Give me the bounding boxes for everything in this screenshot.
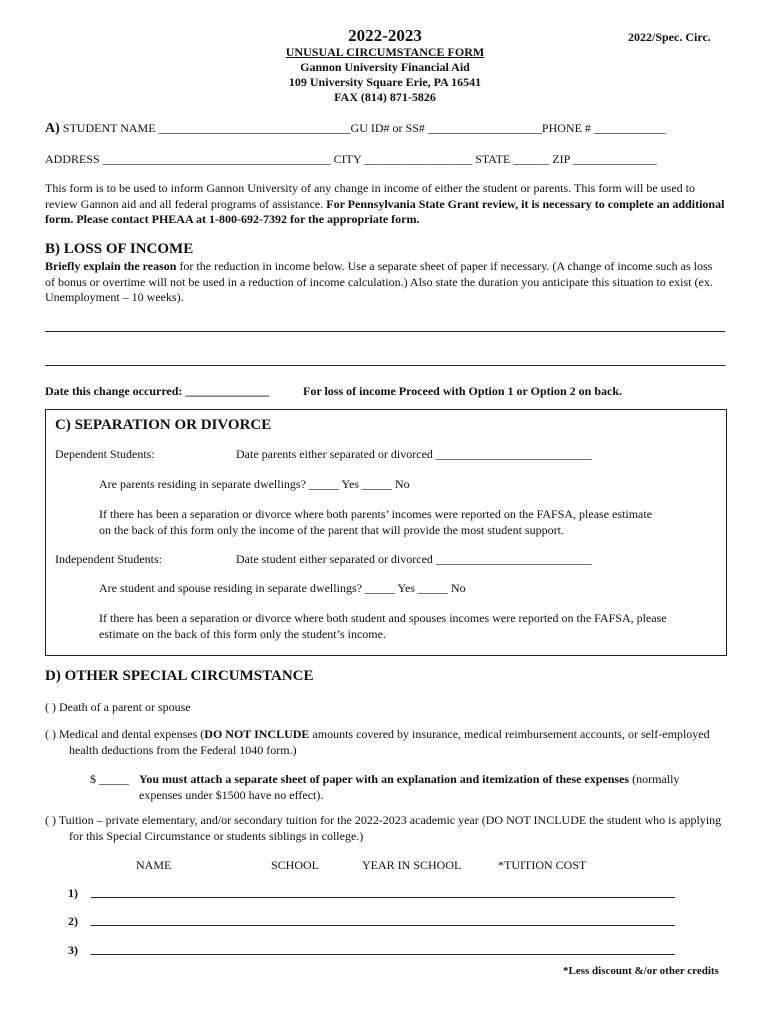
- form-title: UNUSUAL CIRCUMSTANCE FORM: [285, 45, 485, 59]
- form-year: 2022-2023: [348, 26, 422, 45]
- column-name: NAME: [136, 858, 172, 872]
- tuition-row-1[interactable]: [91, 897, 675, 898]
- section-d-title: D) OTHER SPECIAL CIRCUMSTANCE: [45, 668, 314, 684]
- dependent-date-field[interactable]: Date parents either separated or divorced __________________________: [236, 447, 592, 461]
- dependent-dwelling-question[interactable]: Are parents residing in separate dwellings? _____ Yes _____ No: [99, 477, 410, 491]
- independent-label: Independent Students:: [55, 552, 162, 566]
- student-info-fields[interactable]: STUDENT NAME ________________________________GU ID# or SS# ___________________PHONE # ____________: [62, 121, 666, 135]
- independent-note: If there has been a separation or divorce where both student and spouses incomes were reported on the FAFSA, please estimate on the back of this form only the student’s income.: [99, 611, 667, 641]
- tuition-row-2[interactable]: [91, 925, 675, 926]
- dependent-note: If there has been a separation or divorce where both parents’ incomes were reported on the FAFSA, please estimate on the back of this form only the income of the parent that will provide the most student support.: [99, 507, 653, 537]
- independent-dwelling-question[interactable]: Are student and spouse residing in separate dwellings? _____ Yes _____ No: [99, 581, 466, 595]
- medical-amount-field[interactable]: $ _____: [90, 772, 129, 786]
- attach-note: [139, 772, 719, 803]
- intro-pheaa-text: For Pennsylvania State Grant review, it is necessary to complete an additional form. Please contact PHEAA at 1-800-692-7392 for the appropriate form.: [45, 196, 725, 226]
- section-b-text: for the reduction in income below. Use a separate sheet of paper if necessary. (A change of income such as loss of bonus or overtime will not be used in a reduction of income calculation.) Also state the duration you anticipate this situation to exist (ex. Unemployment – 10 weeks).: [45, 259, 713, 304]
- section-a-line1[interactable]: [45, 121, 666, 137]
- proceed-note: For loss of income Proceed with Option 1 or Option 2 on back.: [303, 384, 623, 398]
- death-checkbox[interactable]: ( ) Death of a parent or spouse: [45, 700, 191, 714]
- medical-not-include: DO NOT INCLUDE: [204, 727, 310, 741]
- org-name: Gannon University Financial Aid: [300, 60, 470, 74]
- section-c-title: C) SEPARATION OR DIVORCE: [55, 417, 272, 433]
- section-b-lead: Briefly explain the reason: [45, 259, 177, 273]
- column-school: SCHOOL: [271, 858, 320, 872]
- column-tuition: *TUITION COST: [498, 858, 587, 872]
- form-code: 2022/Spec. Circ.: [628, 30, 711, 44]
- reason-line-1[interactable]: [45, 331, 725, 332]
- medical-text-b: amounts covered by insurance, medical reimbursement accounts, or self-employed health deductions from the Federal 1040 form.): [69, 727, 710, 757]
- org-fax: FAX (814) 871-5826: [334, 90, 436, 104]
- org-address: 109 University Square Erie, PA 16541: [288, 75, 482, 89]
- section-a-label: A): [45, 121, 60, 136]
- tuition-row-3[interactable]: [91, 954, 675, 955]
- medical-checkbox[interactable]: [45, 727, 734, 758]
- date-change-field[interactable]: Date this change occurred: ______________: [45, 384, 270, 398]
- address-fields[interactable]: ADDRESS ______________________________________ CITY __________________ STATE ______ ZIP ______________: [45, 152, 657, 166]
- column-year: YEAR IN SCHOOL: [362, 858, 462, 872]
- section-b-paragraph: [45, 259, 725, 306]
- medical-text-a: ( ) Medical and dental expenses (: [45, 727, 205, 741]
- intro-text: This form is to be used to inform Gannon University of any change in income of either the student or parents. This form will be used to review Gannon aid and all federal programs of assistance.: [45, 181, 695, 211]
- independent-date-field[interactable]: Date student either separated or divorced __________________________: [236, 552, 592, 566]
- tuition-footnote: *Less discount &/or other credits: [563, 965, 719, 977]
- row-label-2: 2): [68, 914, 78, 928]
- reason-line-2[interactable]: [45, 365, 725, 366]
- row-label-3: 3): [68, 943, 78, 957]
- intro-paragraph: [45, 181, 725, 228]
- section-b-title: B) LOSS OF INCOME: [45, 241, 194, 257]
- attach-note-bold: You must attach a separate sheet of paper with an explanation and itemization of these expenses: [139, 772, 630, 786]
- tuition-checkbox[interactable]: ( ) Tuition – private elementary, and/or secondary tuition for the 2022-2023 academic year (DO NOT INCLUDE the student who is applying for this Special Circumstance or students siblings in college.): [45, 813, 722, 843]
- dependent-label: Dependent Students:: [55, 447, 155, 461]
- attach-note-normal: (normally expenses under $1500 have no effect).: [139, 772, 680, 802]
- row-label-1: 1): [68, 886, 78, 900]
